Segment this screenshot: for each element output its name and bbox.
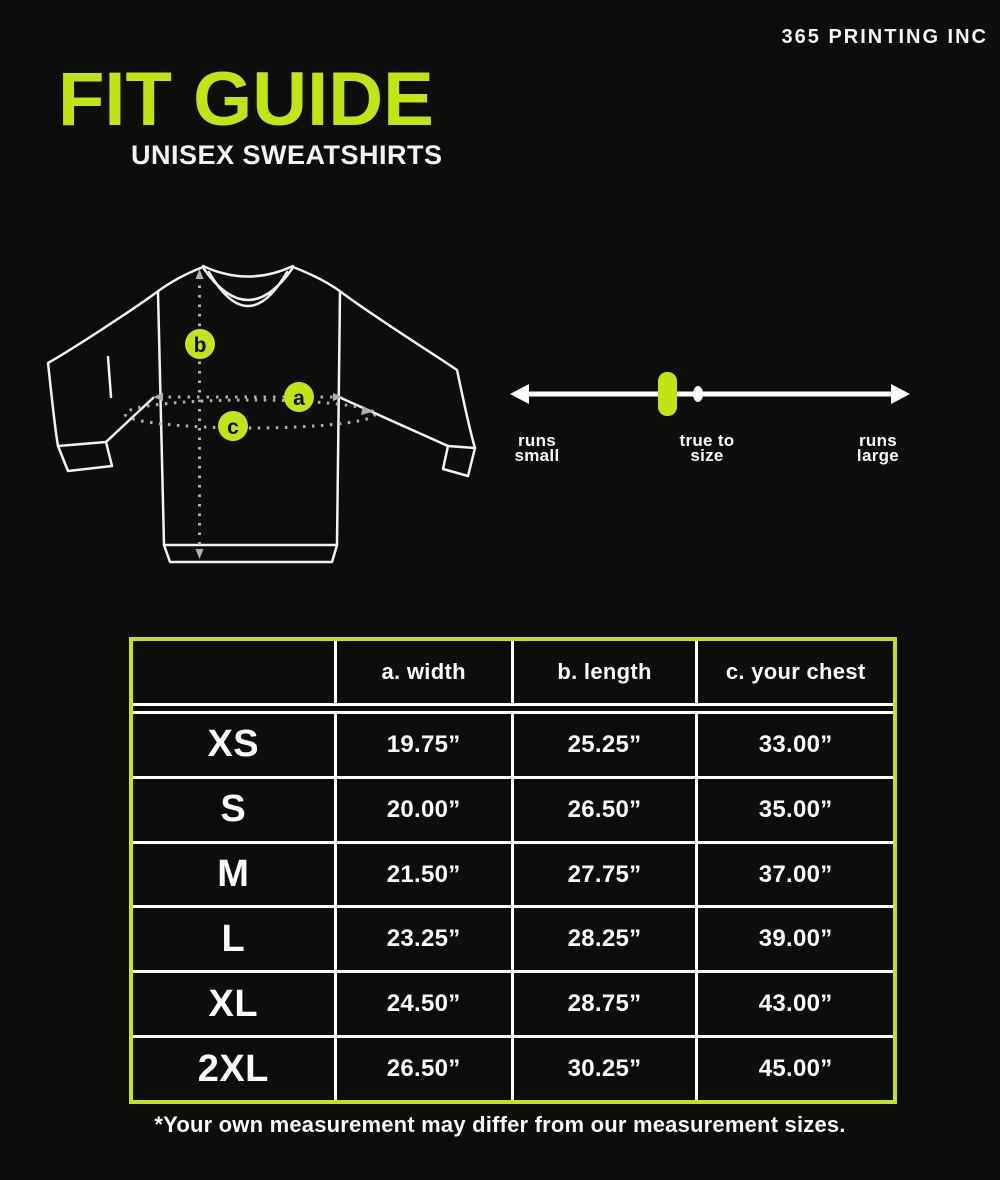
scale-label-line: runs xyxy=(858,431,898,450)
scale-arrowhead-left xyxy=(510,384,529,404)
scale-label-true-to-size xyxy=(642,433,772,463)
marker-c-label: c xyxy=(227,416,239,439)
header-cell-empty xyxy=(133,641,334,703)
length-value: 25.25” xyxy=(511,714,696,776)
size-table xyxy=(129,637,897,1104)
chest-value: 33.00” xyxy=(695,714,893,776)
arrowhead-left xyxy=(153,393,163,401)
length-value: 30.25” xyxy=(511,1038,696,1100)
scale-label-line: runs xyxy=(517,431,557,450)
table-row xyxy=(133,776,893,841)
page-title: FIT GUIDE xyxy=(58,57,434,142)
table-row xyxy=(133,1035,893,1100)
right-sleeve-outline xyxy=(293,267,475,448)
fit-scale xyxy=(505,360,915,430)
scale-label-line: small xyxy=(514,446,560,465)
width-value: 24.50” xyxy=(334,973,511,1035)
length-value: 28.75” xyxy=(511,973,696,1035)
scale-label-line: size xyxy=(690,446,724,465)
scale-label-line: true to xyxy=(679,431,735,450)
collar-outline xyxy=(203,266,293,277)
marker-a-label: a xyxy=(293,387,305,410)
measure-markers xyxy=(185,329,314,441)
chest-value: 43.00” xyxy=(695,973,893,1035)
table-row xyxy=(133,711,893,776)
scale-center-dot xyxy=(693,386,703,402)
table-row xyxy=(133,970,893,1035)
right-cuff xyxy=(443,446,475,476)
page-subtitle: UNISEX SWEATSHIRTS xyxy=(131,140,443,170)
sweatshirt-diagram xyxy=(35,250,495,580)
hem-band xyxy=(164,545,337,562)
left-cuff xyxy=(58,442,112,471)
width-value: 20.00” xyxy=(334,779,511,841)
size-label: S xyxy=(220,788,247,831)
chest-value: 35.00” xyxy=(695,779,893,841)
width-value: 21.50” xyxy=(334,844,511,906)
chest-value: 45.00” xyxy=(695,1038,893,1100)
size-label: XS xyxy=(207,723,260,766)
scale-label-runs-large xyxy=(813,433,943,463)
width-value: 23.25” xyxy=(334,908,511,970)
table-row xyxy=(133,841,893,906)
table-header-row xyxy=(133,641,893,706)
length-value: 26.50” xyxy=(511,779,696,841)
size-label: L xyxy=(221,917,246,960)
header-cell-length: b. length xyxy=(511,641,696,703)
marker-b-label: b xyxy=(193,334,207,357)
header-cell-width: a. width xyxy=(334,641,511,703)
scale-arrowhead-right xyxy=(891,384,910,404)
scale-label-runs-small xyxy=(472,433,602,463)
brand-text: 365 PRINTING INC xyxy=(781,26,988,48)
left-sleeve-outline xyxy=(48,267,203,446)
size-label: 2XL xyxy=(197,1047,269,1090)
header-cell-chest: c. your chest xyxy=(695,641,893,703)
width-value: 26.50” xyxy=(334,1038,511,1100)
arrowhead-down xyxy=(196,549,204,559)
scale-label-line: large xyxy=(856,446,900,465)
size-label: M xyxy=(217,853,250,896)
width-value: 19.75” xyxy=(334,714,511,776)
body-right-edge xyxy=(337,292,340,545)
chest-value: 39.00” xyxy=(695,908,893,970)
measurement-footnote: *Your own measurement may differ from our measurement sizes. xyxy=(154,1112,846,1137)
length-value: 28.25” xyxy=(511,908,696,970)
body-left-edge xyxy=(158,292,164,545)
table-row xyxy=(133,905,893,970)
size-label: XL xyxy=(208,982,259,1025)
scale-marker xyxy=(658,372,677,416)
chest-value: 37.00” xyxy=(695,844,893,906)
length-value: 27.75” xyxy=(511,844,696,906)
